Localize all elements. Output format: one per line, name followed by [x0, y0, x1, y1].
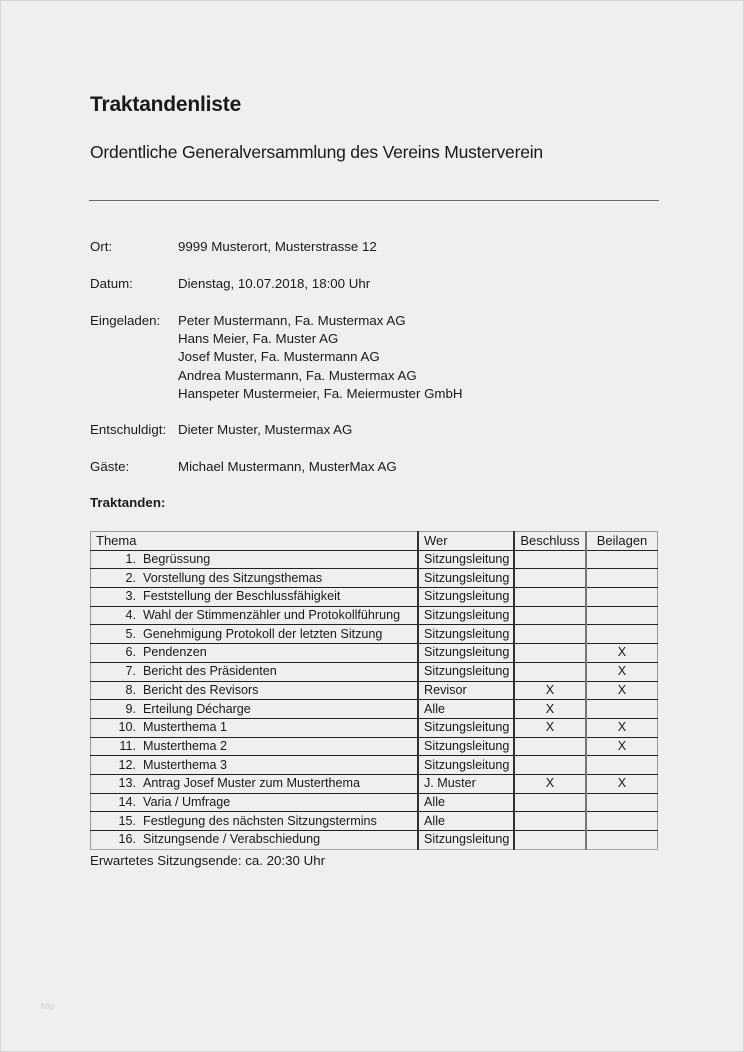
item-title: Musterthema 3: [143, 757, 227, 772]
cell-thema: [91, 606, 419, 625]
cell-thema: [91, 812, 419, 831]
cell-beschluss: X: [514, 774, 586, 793]
cell-wer: Sitzungsleitung: [418, 756, 514, 775]
cell-wer: Alle: [418, 812, 514, 831]
cell-beilagen: X: [586, 662, 658, 681]
table-row: [91, 718, 658, 737]
table-row: [91, 700, 658, 719]
table-row: [91, 606, 658, 625]
item-number: 6.: [125, 645, 136, 660]
cell-beilagen: [586, 793, 658, 812]
cell-beschluss: [514, 737, 586, 756]
cell-wer: Sitzungsleitung: [418, 662, 514, 681]
cell-beilagen: X: [586, 718, 658, 737]
invitee: Peter Mustermann, Fa. Mustermax AG: [178, 313, 406, 328]
cell-thema: [91, 588, 419, 607]
cell-wer: Sitzungsleitung: [418, 588, 514, 607]
invitee-list: [178, 312, 463, 403]
column-header-beilagen: Beilagen: [586, 532, 658, 551]
table-row: [91, 756, 658, 775]
item-number: 3.: [125, 589, 136, 604]
column-header-wer: Wer: [418, 532, 514, 551]
cell-wer: Revisor: [418, 681, 514, 700]
cell-wer: J. Muster: [418, 774, 514, 793]
cell-beilagen: [586, 831, 658, 850]
info-value: Dieter Muster, Mustermax AG: [178, 422, 353, 437]
table-row: [91, 625, 658, 644]
cell-beschluss: [514, 644, 586, 663]
title-divider: [89, 200, 659, 201]
invitee: Hanspeter Mustermeier, Fa. Meiermuster GmbH: [178, 385, 463, 401]
cell-thema: [91, 550, 419, 569]
cell-thema: [91, 644, 419, 663]
item-title: Genehmigung Protokoll der letzten Sitzung: [143, 626, 383, 641]
cell-wer: Alle: [418, 700, 514, 719]
table-row: [91, 774, 658, 793]
cell-beschluss: [514, 812, 586, 831]
cell-beschluss: X: [514, 681, 586, 700]
agenda-rows: [91, 550, 658, 849]
page-subtitle: Ordentliche Generalversammlung des Vereins Musterverein: [90, 142, 543, 162]
cell-beilagen: [586, 700, 658, 719]
item-title: Bericht des Präsidenten: [143, 664, 277, 679]
cell-beilagen: X: [586, 737, 658, 756]
table-row: [91, 662, 658, 681]
cell-beilagen: [586, 625, 658, 644]
cell-beschluss: [514, 625, 586, 644]
cell-thema: [91, 625, 419, 644]
item-title: Musterthema 1: [143, 720, 227, 735]
table-row: [91, 831, 658, 850]
item-number: 13.: [118, 776, 136, 791]
cell-beilagen: [586, 606, 658, 625]
cell-thema: [91, 569, 419, 588]
watermark: http: [41, 1002, 55, 1011]
info-label: Ort:: [90, 239, 113, 254]
item-title: Antrag Josef Muster zum Musterthema: [143, 776, 360, 791]
item-title: Festlegung des nächsten Sitzungstermins: [143, 813, 377, 828]
cell-wer: Sitzungsleitung: [418, 606, 514, 625]
table-row: [91, 681, 658, 700]
info-label: Eingeladen:: [90, 313, 161, 328]
item-number: 8.: [125, 682, 136, 697]
item-number: 12.: [118, 757, 136, 772]
item-title: Sitzungsende / Verabschiedung: [143, 832, 321, 847]
cell-thema: [91, 681, 419, 700]
cell-beilagen: X: [586, 681, 658, 700]
cell-beilagen: [586, 812, 658, 831]
item-number: 5.: [125, 626, 136, 641]
item-number: 15.: [118, 813, 136, 828]
cell-thema: [91, 700, 419, 719]
info-value: Dienstag, 10.07.2018, 18:00 Uhr: [178, 276, 371, 291]
cell-wer: Sitzungsleitung: [418, 718, 514, 737]
table-row: [91, 588, 658, 607]
item-number: 11.: [119, 738, 136, 753]
cell-thema: [91, 774, 419, 793]
table-header-row: [91, 532, 658, 551]
cell-beschluss: [514, 662, 586, 681]
page-title: Traktandenliste: [90, 93, 242, 116]
table-row: [91, 550, 658, 569]
cell-beschluss: X: [514, 718, 586, 737]
column-header-thema: Thema: [91, 532, 419, 551]
cell-beschluss: [514, 606, 586, 625]
cell-beilagen: [586, 588, 658, 607]
table-row: [91, 812, 658, 831]
item-number: 16.: [118, 832, 136, 847]
cell-beilagen: X: [586, 644, 658, 663]
item-title: Begrüssung: [143, 552, 211, 567]
item-number: 10.: [118, 720, 136, 735]
item-title: Wahl der Stimmenzähler und Protokollführung: [143, 608, 401, 623]
cell-thema: [91, 662, 419, 681]
cell-wer: Sitzungsleitung: [418, 831, 514, 850]
info-value: 9999 Musterort, Musterstrasse 12: [178, 239, 377, 254]
table-row: [91, 737, 658, 756]
cell-beschluss: [514, 756, 586, 775]
cell-beschluss: [514, 588, 586, 607]
item-number: 4.: [125, 608, 136, 623]
item-number: 14.: [118, 794, 136, 809]
cell-thema: [91, 718, 419, 737]
invitee: Josef Muster, Fa. Mustermann AG: [178, 349, 380, 365]
cell-thema: [91, 756, 419, 775]
table-row: [91, 644, 658, 663]
invitee: Andrea Mustermann, Fa. Mustermax AG: [178, 367, 417, 383]
cell-beschluss: [514, 793, 586, 812]
cell-wer: Alle: [418, 793, 514, 812]
expected-end-note: Erwartetes Sitzungsende: ca. 20:30 Uhr: [90, 853, 326, 868]
item-number: 7.: [125, 664, 136, 679]
cell-beschluss: X: [514, 700, 586, 719]
item-title: Erteilung Décharge: [143, 701, 251, 716]
cell-wer: Sitzungsleitung: [418, 569, 514, 588]
info-label: Entschuldigt:: [90, 422, 167, 437]
item-title: Bericht des Revisors: [143, 682, 259, 697]
table-row: [91, 793, 658, 812]
cell-wer: Sitzungsleitung: [418, 550, 514, 569]
table-row: [91, 569, 658, 588]
item-title: Vorstellung des Sitzungsthemas: [143, 570, 323, 585]
item-number: 9.: [125, 701, 136, 716]
cell-beschluss: [514, 831, 586, 850]
info-value: Michael Mustermann, MusterMax AG: [178, 459, 397, 474]
cell-beilagen: X: [586, 774, 658, 793]
agenda-heading: Traktanden:: [90, 495, 166, 510]
cell-thema: [91, 737, 419, 756]
cell-beilagen: [586, 569, 658, 588]
info-label: Gäste:: [90, 459, 130, 474]
cell-beschluss: [514, 569, 586, 588]
cell-wer: Sitzungsleitung: [418, 644, 514, 663]
cell-wer: Sitzungsleitung: [418, 625, 514, 644]
item-title: Musterthema 2: [143, 738, 227, 753]
cell-beilagen: [586, 550, 658, 569]
cell-beilagen: [586, 756, 658, 775]
item-title: Feststellung der Beschlussfähigkeit: [143, 589, 341, 604]
agenda-table: [90, 531, 658, 850]
column-header-beschluss: Beschluss: [514, 532, 586, 551]
invitee: Hans Meier, Fa. Muster AG: [178, 331, 339, 347]
cell-thema: [91, 793, 419, 812]
info-label: Datum:: [90, 276, 133, 291]
item-number: 2.: [125, 570, 136, 585]
item-number: 1.: [125, 552, 136, 567]
cell-thema: [91, 831, 419, 850]
item-title: Varia / Umfrage: [143, 794, 231, 809]
item-title: Pendenzen: [143, 645, 207, 660]
cell-wer: Sitzungsleitung: [418, 737, 514, 756]
cell-beschluss: [514, 550, 586, 569]
